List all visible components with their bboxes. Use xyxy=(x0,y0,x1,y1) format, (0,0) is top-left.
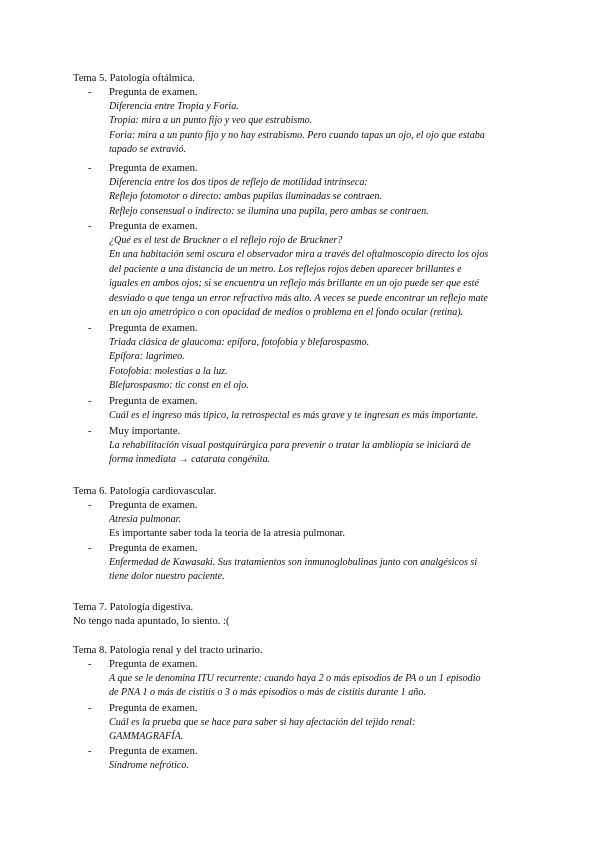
note-line: En una habitación semi oscura el observador mira a través del oftalmoscopio directo los ojos xyxy=(109,249,489,261)
list-item: - Pregunta de examen. Cuál es el ingreso más típico, la retrospectal es más grave y te ingresan es más importante. xyxy=(88,395,528,423)
list-item: - Pregunta de examen. Cuál es la prueba que se hace para saber si hay afectación del tejido renal: GAMMAGRAFÍA. xyxy=(88,702,528,745)
note-line: forma inmediata → catarata congénita. xyxy=(109,454,271,466)
note-line: ¿Qué es el test de Bruckner o el reflejo rojo de Bruckner? xyxy=(109,235,343,246)
note-line: Es importante saber toda la teoría de la atresia pulmonar. xyxy=(109,528,346,540)
note-line: en un ojo ametrópico o con opacidad de medios o problema en el fondo ocular (retina). xyxy=(109,307,464,319)
note-line: Fotofobia: molestias a la luz. xyxy=(109,365,228,377)
note-line: GAMMAGRAFÍA. xyxy=(109,731,184,743)
item-heading: Pregunta de examen. xyxy=(109,396,198,407)
list-item: - Pregunta de examen. Diferencia entre los dos tipos de reflejo de motilidad intrínseca: Reflejo fotomotor o directo: ambas pupilas iluminadas se contraen. Reflejo consensual o indirecto: se ilumina una pupila, pero ambas se contraen. xyxy=(88,162,528,219)
note-line: Epífora: lagrimeo. xyxy=(109,351,185,363)
list-item: - Pregunta de examen. Atresia pulmonar. Es importante saber toda la teoría de la atresia pulmonar. xyxy=(88,499,528,541)
list-item: - Pregunta de examen. Síndrome nefrótico. xyxy=(88,745,528,773)
note-line: Diferencia entre Tropia y Foria. xyxy=(109,101,239,112)
note-line: Tropia: mira a un punto fijo y veo que estrabismo. xyxy=(109,115,313,127)
section-note: No tengo nada apuntado, lo siento. :( xyxy=(73,616,230,627)
item-heading: Pregunta de examen. xyxy=(109,87,198,98)
list-item: - Pregunta de examen. Triada clásica de glaucoma: epífora, fotofobia y blefarospasmo. Epífora: lagrimeo. Fotofobia: molestias a la luz. Blefarospasmo: tic const en el ojo. xyxy=(88,322,528,394)
item-heading: Pregunta de examen. xyxy=(109,323,198,334)
note-line: A que se le denomina ITU recurrente: cuando haya 2 o más episodios de PA o un 1 episodio xyxy=(109,673,481,684)
note-line: Reflejo fotomotor o directo: ambas pupilas iluminadas se contraen. xyxy=(109,191,382,203)
note-line: Síndrome nefrótico. xyxy=(109,760,189,771)
item-heading: Pregunta de examen. xyxy=(109,221,198,232)
item-heading: Muy importante. xyxy=(109,426,181,437)
note-line: desviado o que tenga un error refractivo más alto. A veces se puede encontrar un reflejo mate xyxy=(109,292,488,304)
note-line: Blefarospasmo: tic const en el ojo. xyxy=(109,380,249,392)
note-line: Cuál es la prueba que se hace para saber si hay afectación del tejido renal: xyxy=(109,717,416,728)
note-line: Foria: mira a un punto fijo y no hay estrabismo. Pero cuando tapas un ojo, el ojo que estaba xyxy=(109,129,485,141)
note-line: Enfermedad de Kawasaki. Sus tratamientos son inmunoglobulinas junto con analgésicos si xyxy=(109,557,478,568)
note-line: Triada clásica de glaucoma: epífora, fotofobia y blefarospasmo. xyxy=(109,337,370,348)
note-line: del paciente a una distancia de un metro. Los reflejos rojos deben aparecer brillantes e xyxy=(109,263,462,275)
note-line: tiene dolor nuestro paciente. xyxy=(109,571,225,583)
item-heading: Pregunta de examen. xyxy=(109,500,198,511)
list-item: - Pregunta de examen. ¿Qué es el test de Bruckner o el reflejo rojo de Bruckner? En una habitación semi oscura el observador mira a través del oftalmoscopio directo los ojos del paciente a una distancia de un metro. Los reflejos rojos deben aparecer brillantes e iguales en ambos ojos; si se encuentra un reflejo más brillante en un ojo puede ser que esté desviado o que tenga un error refractivo más alto. A veces se puede encontrar un reflejo mate en un ojo ametrópico o con opacidad de medios o problema en el fondo ocular (retina). xyxy=(88,220,528,320)
list-item: - Pregunta de examen. Diferencia entre Tropia y Foria. Tropia: mira a un punto fijo y veo que estrabismo. Foria: mira a un punto fijo y no hay estrabismo. Pero cuando tapas un ojo, el ojo que estaba tapado se extravió. xyxy=(88,86,528,158)
section-title: Tema 5. Patología oftálmica. xyxy=(73,73,195,84)
note-line: Reflejo consensual o indirecto: se ilumina una pupila, pero ambas se contraen. xyxy=(109,205,429,217)
item-heading: Pregunta de examen. xyxy=(109,703,198,714)
note-line: La rehabilitación visual postquirúrgica para prevenir o tratar la ambliopía se iniciará de xyxy=(109,440,471,451)
item-heading: Pregunta de examen. xyxy=(109,746,198,757)
note-line: Diferencia entre los dos tipos de reflejo de motilidad intrínseca: xyxy=(109,177,368,188)
list-item: - Pregunta de examen. Enfermedad de Kawasaki. Sus tratamientos son inmunoglobulinas junto con analgésicos si tiene dolor nuestro paciente. xyxy=(88,542,528,585)
note-line: de PNA 1 o más de cistitis o 3 o más episodios o más de cistitis durante 1 año. xyxy=(109,687,426,699)
note-line: Atresia pulmonar. xyxy=(109,514,181,525)
note-line: iguales en ambos ojos; si se encuentra un reflejo más brillante en un ojo puede ser que esté xyxy=(109,278,479,290)
item-heading: Pregunta de examen. xyxy=(109,163,198,174)
section-title: Tema 7. Patología digestiva. xyxy=(73,602,194,613)
item-heading: Pregunta de examen. xyxy=(109,659,198,670)
list-item: - Pregunta de examen. A que se le denomina ITU recurrente: cuando haya 2 o más episodios de PA o un 1 episodio de PNA 1 o más de cistitis o 3 o más episodios o más de cistitis durante 1 año. xyxy=(88,658,528,701)
list-item: - Muy importante. La rehabilitación visual postquirúrgica para prevenir o tratar la ambliopía se iniciará de forma inmediata → catarata congénita. xyxy=(88,425,528,468)
section-title: Tema 8. Patología renal y del tracto urinario. xyxy=(73,645,263,656)
note-line: tapado se extravió. xyxy=(109,144,187,156)
note-line: Cuál es el ingreso más típico, la retrospectal es más grave y te ingresan es más importante. xyxy=(109,410,479,421)
section-title: Tema 6. Patología cardiovascular. xyxy=(73,486,217,497)
item-heading: Pregunta de examen. xyxy=(109,543,198,554)
